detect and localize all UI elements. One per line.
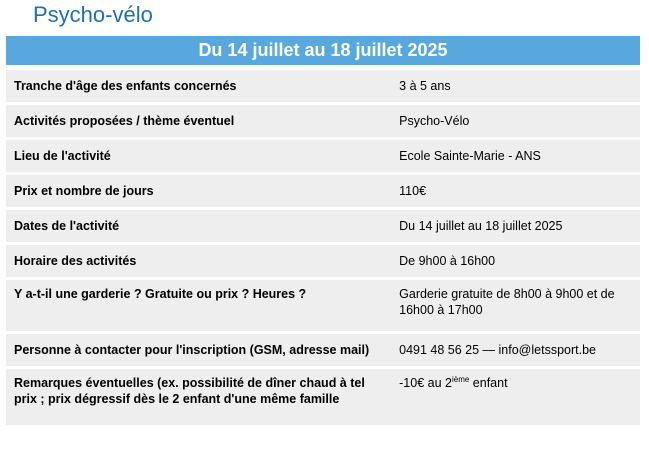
row-label: Y a-t-il une garderie ? Gratuite ou prix ? Heures ? xyxy=(6,280,387,331)
table-row xyxy=(6,334,640,366)
row-value: De 9h00 à 16h00 xyxy=(387,245,640,277)
row-value: Garderie gratuite de 8h00 à 9h00 et de 16h00 à 17h00 xyxy=(387,280,640,331)
info-table xyxy=(6,67,640,428)
row-label: Activités proposées / thème éventuel xyxy=(6,105,387,137)
table-row xyxy=(6,210,640,242)
row-label: Dates de l'activité xyxy=(6,210,387,242)
row-label: Personne à contacter pour l'inscription (GSM, adresse mail) xyxy=(6,334,387,366)
row-label: Horaire des activités xyxy=(6,245,387,277)
table-row xyxy=(6,140,640,172)
row-value: Ecole Sainte-Marie - ANS xyxy=(387,140,640,172)
row-value: 0491 48 56 25 — info@letssport.be xyxy=(387,334,640,366)
table-row xyxy=(6,245,640,277)
table-row xyxy=(6,70,640,102)
row-label: Lieu de l'activité xyxy=(6,140,387,172)
value-suffix: enfant xyxy=(469,376,508,390)
table-row xyxy=(6,175,640,207)
row-label: Remarques éventuelles (ex. possibilité de dîner chaud à tel prix ; prix dégressif dès le 2 enfant d'une même famille xyxy=(6,369,387,425)
row-value: Psycho-Vélo xyxy=(387,105,640,137)
row-value xyxy=(387,369,640,425)
row-value: Du 14 juillet au 18 juillet 2025 xyxy=(387,210,640,242)
value-prefix: -10€ au 2 xyxy=(399,376,452,390)
row-value: 3 à 5 ans xyxy=(387,70,640,102)
table-row xyxy=(6,105,640,137)
row-label: Prix et nombre de jours xyxy=(6,175,387,207)
date-banner: Du 14 juillet au 18 juillet 2025 xyxy=(6,36,640,65)
table-row xyxy=(6,369,640,425)
row-label: Tranche d'âge des enfants concernés xyxy=(6,70,387,102)
value-superscript: ième xyxy=(451,374,470,384)
table-row xyxy=(6,280,640,331)
row-value: 110€ xyxy=(387,175,640,207)
page-title: Psycho-vélo xyxy=(33,2,153,27)
